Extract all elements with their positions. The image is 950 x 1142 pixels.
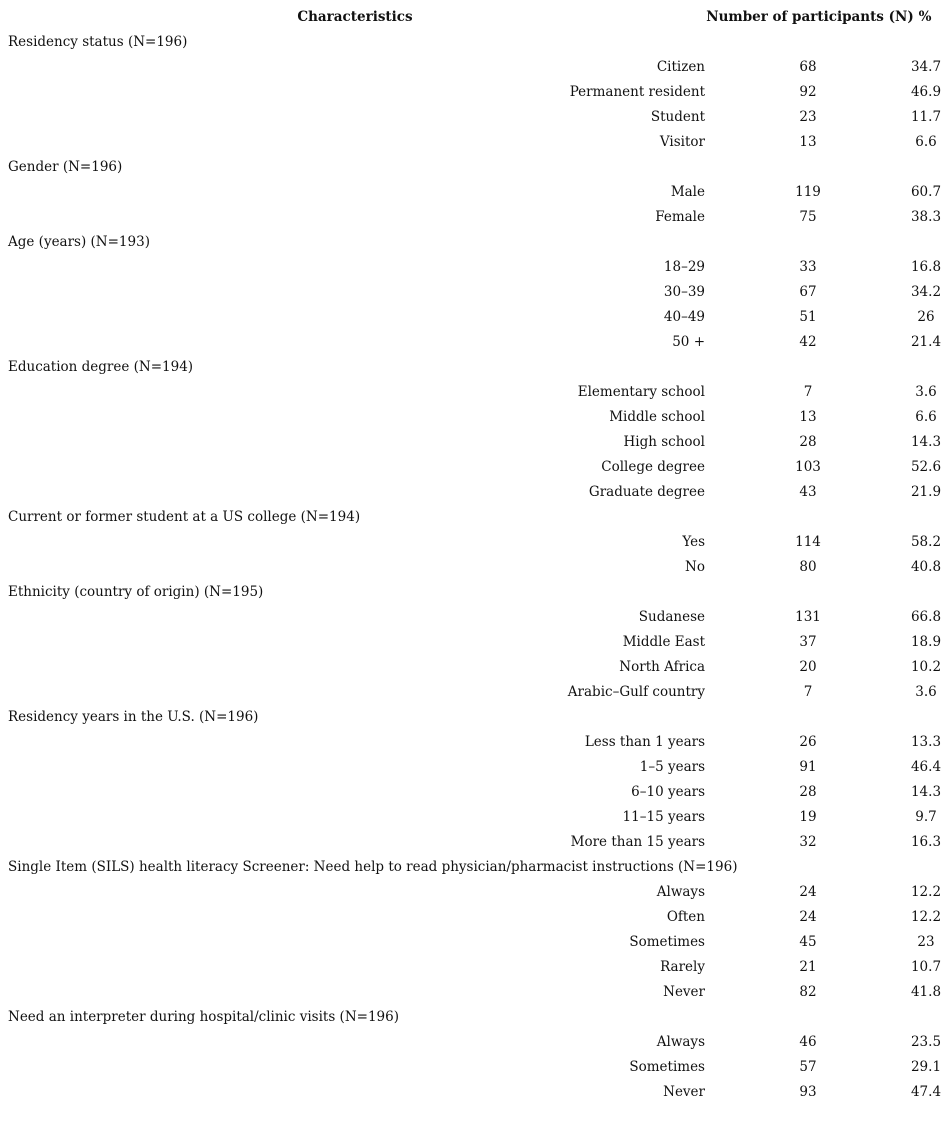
- row-percent: 16.3: [910, 834, 942, 850]
- row-count: 24: [799, 909, 817, 925]
- row-label: Rarely: [660, 959, 705, 975]
- table-row: [0, 80, 950, 105]
- table-row: [0, 680, 950, 705]
- row-count: 119: [795, 184, 821, 200]
- row-count: 28: [799, 434, 817, 450]
- row-label: Less than 1 years: [584, 734, 705, 750]
- row-count: 75: [799, 209, 817, 225]
- row-count: 92: [799, 84, 817, 100]
- section-label: Single Item (SILS) health literacy Screener: Need help to read physician/pharmacist instructions (N=196): [8, 859, 738, 875]
- row-count: 23: [799, 109, 817, 125]
- row-count: 33: [799, 259, 817, 275]
- row-count: 80: [799, 559, 817, 575]
- row-percent: 13.3: [910, 734, 942, 750]
- row-count: 21: [799, 959, 817, 975]
- section-label: Ethnicity (country of origin) (N=195): [8, 584, 264, 600]
- row-label: Middle school: [609, 409, 705, 425]
- row-label: Often: [666, 909, 705, 925]
- row-percent: 21.4: [910, 334, 942, 350]
- section-label: Gender (N=196): [8, 159, 123, 175]
- row-percent: 14.3: [910, 784, 942, 800]
- row-label: College degree: [601, 459, 705, 475]
- table-row: [0, 880, 950, 905]
- row-percent: 58.2: [910, 534, 942, 550]
- table-row: [0, 730, 950, 755]
- section-row: [0, 580, 950, 605]
- table-row: [0, 530, 950, 555]
- row-percent: 11.7: [910, 109, 942, 125]
- row-label: No: [685, 559, 705, 575]
- row-count: 13: [799, 134, 817, 150]
- table-row: [0, 130, 950, 155]
- row-label: Elementary school: [577, 384, 705, 400]
- row-percent: 26: [917, 309, 935, 325]
- row-count: 45: [799, 934, 817, 950]
- row-percent: 38.3: [910, 209, 942, 225]
- row-percent: 40.8: [910, 559, 942, 575]
- row-percent: 3.6: [915, 384, 937, 400]
- table-row: [0, 980, 950, 1005]
- section-label: Residency status (N=196): [8, 34, 188, 50]
- table-row: [0, 305, 950, 330]
- row-label: Graduate degree: [588, 484, 705, 500]
- row-count: 82: [799, 984, 817, 1000]
- table-row: [0, 180, 950, 205]
- row-label: Student: [650, 109, 705, 125]
- row-count: 19: [799, 809, 817, 825]
- table-row: [0, 1055, 950, 1080]
- row-percent: 34.2: [910, 284, 942, 300]
- demographics-table: [0, 5, 950, 1105]
- row-count: 7: [803, 384, 813, 400]
- section-row: [0, 505, 950, 530]
- row-percent: 9.7: [915, 809, 937, 825]
- table-row: [0, 455, 950, 480]
- row-label: 18–29: [663, 259, 705, 275]
- row-percent: 29.1: [910, 1059, 942, 1075]
- section-row: [0, 355, 950, 380]
- section-label: Current or former student at a US college (N=194): [8, 509, 361, 525]
- row-count: 67: [799, 284, 817, 300]
- table-row: [0, 255, 950, 280]
- section-row: [0, 705, 950, 730]
- column-header-participants: Number of participants (N): [706, 9, 914, 25]
- table-row: [0, 630, 950, 655]
- row-label: Sometimes: [629, 1059, 705, 1075]
- section-row: [0, 1005, 950, 1030]
- row-count: 51: [799, 309, 817, 325]
- row-count: 43: [799, 484, 817, 500]
- row-count: 103: [795, 459, 821, 475]
- row-label: 50 +: [672, 334, 705, 350]
- section-row: [0, 155, 950, 180]
- row-label: Sometimes: [629, 934, 705, 950]
- row-percent: 14.3: [910, 434, 942, 450]
- table-row: [0, 330, 950, 355]
- row-label: 11–15 years: [622, 809, 705, 825]
- row-percent: 47.4: [910, 1084, 942, 1100]
- row-count: 57: [799, 1059, 817, 1075]
- table-row: [0, 405, 950, 430]
- row-percent: 23.5: [910, 1034, 942, 1050]
- row-percent: 6.6: [915, 134, 937, 150]
- row-count: 46: [799, 1034, 817, 1050]
- row-count: 26: [799, 734, 817, 750]
- column-header-percent: %: [918, 9, 932, 25]
- table-body: [0, 30, 950, 1105]
- row-count: 20: [799, 659, 817, 675]
- row-count: 42: [799, 334, 817, 350]
- row-label: 40–49: [663, 309, 705, 325]
- section-label: Need an interpreter during hospital/clinic visits (N=196): [8, 1009, 399, 1025]
- row-count: 13: [799, 409, 817, 425]
- row-percent: 46.9: [910, 84, 942, 100]
- row-percent: 66.8: [910, 609, 942, 625]
- row-percent: 10.7: [910, 959, 942, 975]
- section-label: Residency years in the U.S. (N=196): [8, 709, 259, 725]
- row-percent: 23: [917, 934, 935, 950]
- row-count: 37: [799, 634, 817, 650]
- row-label: Arabic–Gulf country: [567, 684, 705, 700]
- row-count: 91: [799, 759, 817, 775]
- row-percent: 41.8: [910, 984, 942, 1000]
- table-row: [0, 205, 950, 230]
- row-percent: 60.7: [910, 184, 942, 200]
- section-label: Education degree (N=194): [8, 359, 194, 375]
- table-row: [0, 55, 950, 80]
- row-percent: 46.4: [910, 759, 942, 775]
- row-count: 32: [799, 834, 817, 850]
- row-label: Yes: [682, 534, 705, 550]
- row-percent: 12.2: [910, 909, 942, 925]
- row-percent: 52.6: [910, 459, 942, 475]
- section-label: Age (years) (N=193): [8, 234, 150, 250]
- row-percent: 10.2: [910, 659, 942, 675]
- column-header-characteristics: Characteristics: [297, 9, 413, 25]
- row-percent: 16.8: [910, 259, 942, 275]
- table-row: [0, 955, 950, 980]
- section-row: [0, 30, 950, 55]
- row-label: Never: [663, 984, 705, 1000]
- row-label: 30–39: [663, 284, 705, 300]
- table-row: [0, 480, 950, 505]
- row-label: More than 15 years: [570, 834, 705, 850]
- row-label: Sudanese: [638, 609, 705, 625]
- table-row: [0, 905, 950, 930]
- row-count: 68: [799, 59, 817, 75]
- table-row: [0, 105, 950, 130]
- row-label: Female: [655, 209, 705, 225]
- table-row: [0, 755, 950, 780]
- row-label: Always: [656, 884, 705, 900]
- table-row: [0, 805, 950, 830]
- table-row: [0, 280, 950, 305]
- row-label: 1–5 years: [639, 759, 705, 775]
- row-label: Citizen: [656, 59, 705, 75]
- table-row: [0, 430, 950, 455]
- row-label: North Africa: [619, 659, 705, 675]
- row-label: Middle East: [622, 634, 705, 650]
- row-count: 93: [799, 1084, 817, 1100]
- row-label: Visitor: [659, 134, 705, 150]
- row-percent: 21.9: [910, 484, 942, 500]
- row-label: High school: [623, 434, 705, 450]
- section-row: [0, 230, 950, 255]
- row-count: 131: [795, 609, 821, 625]
- row-percent: 12.2: [910, 884, 942, 900]
- table-row: [0, 1080, 950, 1105]
- table-row: [0, 780, 950, 805]
- table-header-row: [0, 5, 950, 30]
- row-count: 28: [799, 784, 817, 800]
- row-count: 114: [795, 534, 821, 550]
- row-percent: 18.9: [910, 634, 942, 650]
- table-row: [0, 555, 950, 580]
- row-label: 6–10 years: [631, 784, 705, 800]
- table-row: [0, 930, 950, 955]
- table-row: [0, 380, 950, 405]
- table-row: [0, 605, 950, 630]
- row-percent: 3.6: [915, 684, 937, 700]
- row-count: 7: [803, 684, 813, 700]
- row-percent: 6.6: [915, 409, 937, 425]
- table-row: [0, 655, 950, 680]
- row-label: Permanent resident: [569, 84, 705, 100]
- row-label: Male: [670, 184, 705, 200]
- row-percent: 34.7: [910, 59, 942, 75]
- row-label: Always: [656, 1034, 705, 1050]
- table-row: [0, 1030, 950, 1055]
- row-count: 24: [799, 884, 817, 900]
- table-row: [0, 830, 950, 855]
- row-label: Never: [663, 1084, 705, 1100]
- section-row: [0, 855, 950, 880]
